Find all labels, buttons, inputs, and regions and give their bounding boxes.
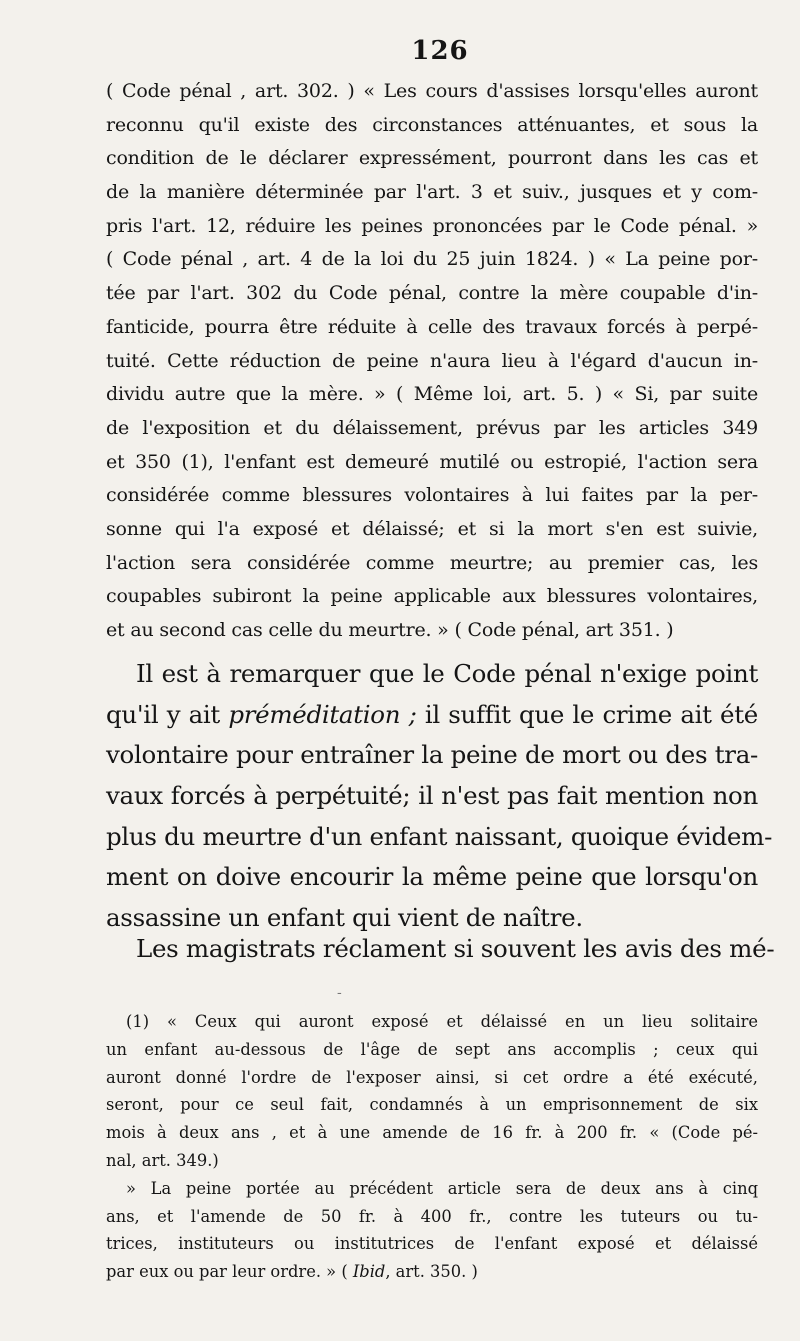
text-line [106, 695, 758, 736]
law-quotation-block [106, 75, 758, 648]
text-line: assassine un enfant qui vient de naître. [106, 903, 583, 933]
footnote-line: auront donné l'ordre de l'exposer ainsi, si cet ordre a été exécuté, [106, 1067, 758, 1087]
text-fragment: qu'il y ait [106, 699, 229, 729]
text-line: ( Code pénal , art. 4 de la loi du 25 juin 1824. ) « La peine por- [106, 248, 758, 271]
text-line: reconnu qu'il existe des circonstances atténuantes, et sous la [106, 113, 758, 136]
text-line: fanticide, pourra être réduite à celle des travaux forcés à perpé- [106, 315, 758, 338]
text-line: de l'exposition et du délaissement, prévus par les articles 349 [106, 416, 758, 439]
footnote-line: ans, et l'amende de 50 fr. à 400 fr., contre les tuteurs ou tu- [106, 1206, 758, 1226]
text-line: ment on doive encourir la même peine que lorsqu'on [106, 862, 758, 892]
footnote-line: » La peine portée au précédent article sera de deux ans à cinq [126, 1178, 758, 1198]
footnote-line: nal, art. 349.) [106, 1150, 219, 1170]
text-line: et au second cas celle du meurtre. » ( Code pénal, art 351. ) [106, 619, 674, 641]
footnote-separator: - [337, 985, 342, 1001]
emphasized-word: Ibid [352, 1262, 386, 1282]
text-line: de la manière déterminée par l'art. 3 et suiv., jusques et y com- [106, 181, 758, 204]
text-line: Les magistrats réclament si souvent les avis des mé- [136, 934, 775, 963]
text-fragment: par eux ou par leur ordre. » ( [106, 1262, 353, 1282]
text-line: dividu autre que la mère. » ( Même loi, art. 5. ) « Si, par suite [106, 383, 758, 406]
footnote-line: un enfant au-dessous de l'âge de sept ans accomplis ; ceux qui [106, 1039, 758, 1059]
text-line: ( Code pénal , art. 302. ) « Les cours d'assises lorsqu'elles auront [106, 80, 758, 102]
second-paragraph [106, 929, 775, 970]
text-line: vaux forcés à perpétuité; il n'est pas fait mention non [106, 781, 758, 811]
text-line: condition de le déclarer expressément, pourront dans les cas et [106, 147, 758, 170]
text-line: pris l'art. 12, réduire les peines prononcées par le Code pénal. » [106, 214, 758, 237]
text-line: Il est à remarquer que le Code pénal n'exige point [136, 659, 758, 688]
text-line: tuité. Cette réduction de peine n'aura lieu à l'égard d'aucun in- [106, 349, 758, 372]
text-line: volontaire pour entraîner la peine de mort ou des tra- [106, 740, 758, 770]
footnote-line: (1) « Ceux qui auront exposé et délaissé en un lieu solitaire [126, 1012, 758, 1031]
text-line: coupables subiront la peine applicable aux blessures volontaires, [106, 585, 758, 608]
footnote-line: mois à deux ans , et à une amende de 16 fr. à 200 fr. « (Code pé- [106, 1123, 758, 1143]
footnote-line: trices, instituteurs ou institutrices de l'enfant exposé et délaissé [106, 1234, 758, 1254]
emphasized-word: préméditation ; [228, 699, 417, 729]
footnote-line [106, 1258, 758, 1286]
text-line: tée par l'art. 302 du Code pénal, contre la mère coupable d'in- [106, 282, 758, 305]
text-line: considérée comme blessures volontaires à lui faites par la per- [106, 484, 758, 507]
main-paragraph [106, 654, 773, 939]
footnote-block [106, 1008, 758, 1286]
text-fragment: il suffit que le crime ait été [416, 699, 758, 729]
footnote-line: seront, pour ce seul fait, condamnés à un emprisonnement de six [106, 1095, 758, 1115]
text-line: et 350 (1), l'enfant est demeuré mutilé ou estropié, l'action sera [106, 450, 758, 473]
text-line: plus du meurtre d'un enfant naissant, quoique évidem- [106, 821, 773, 851]
text-fragment: , art. 350. ) [385, 1262, 478, 1282]
text-line: sonne qui l'a exposé et délaissé; et si la mort s'en est suivie, [106, 517, 758, 540]
text-line: l'action sera considérée comme meurtre; au premier cas, les [106, 551, 758, 574]
page-number: 126 [411, 36, 469, 66]
